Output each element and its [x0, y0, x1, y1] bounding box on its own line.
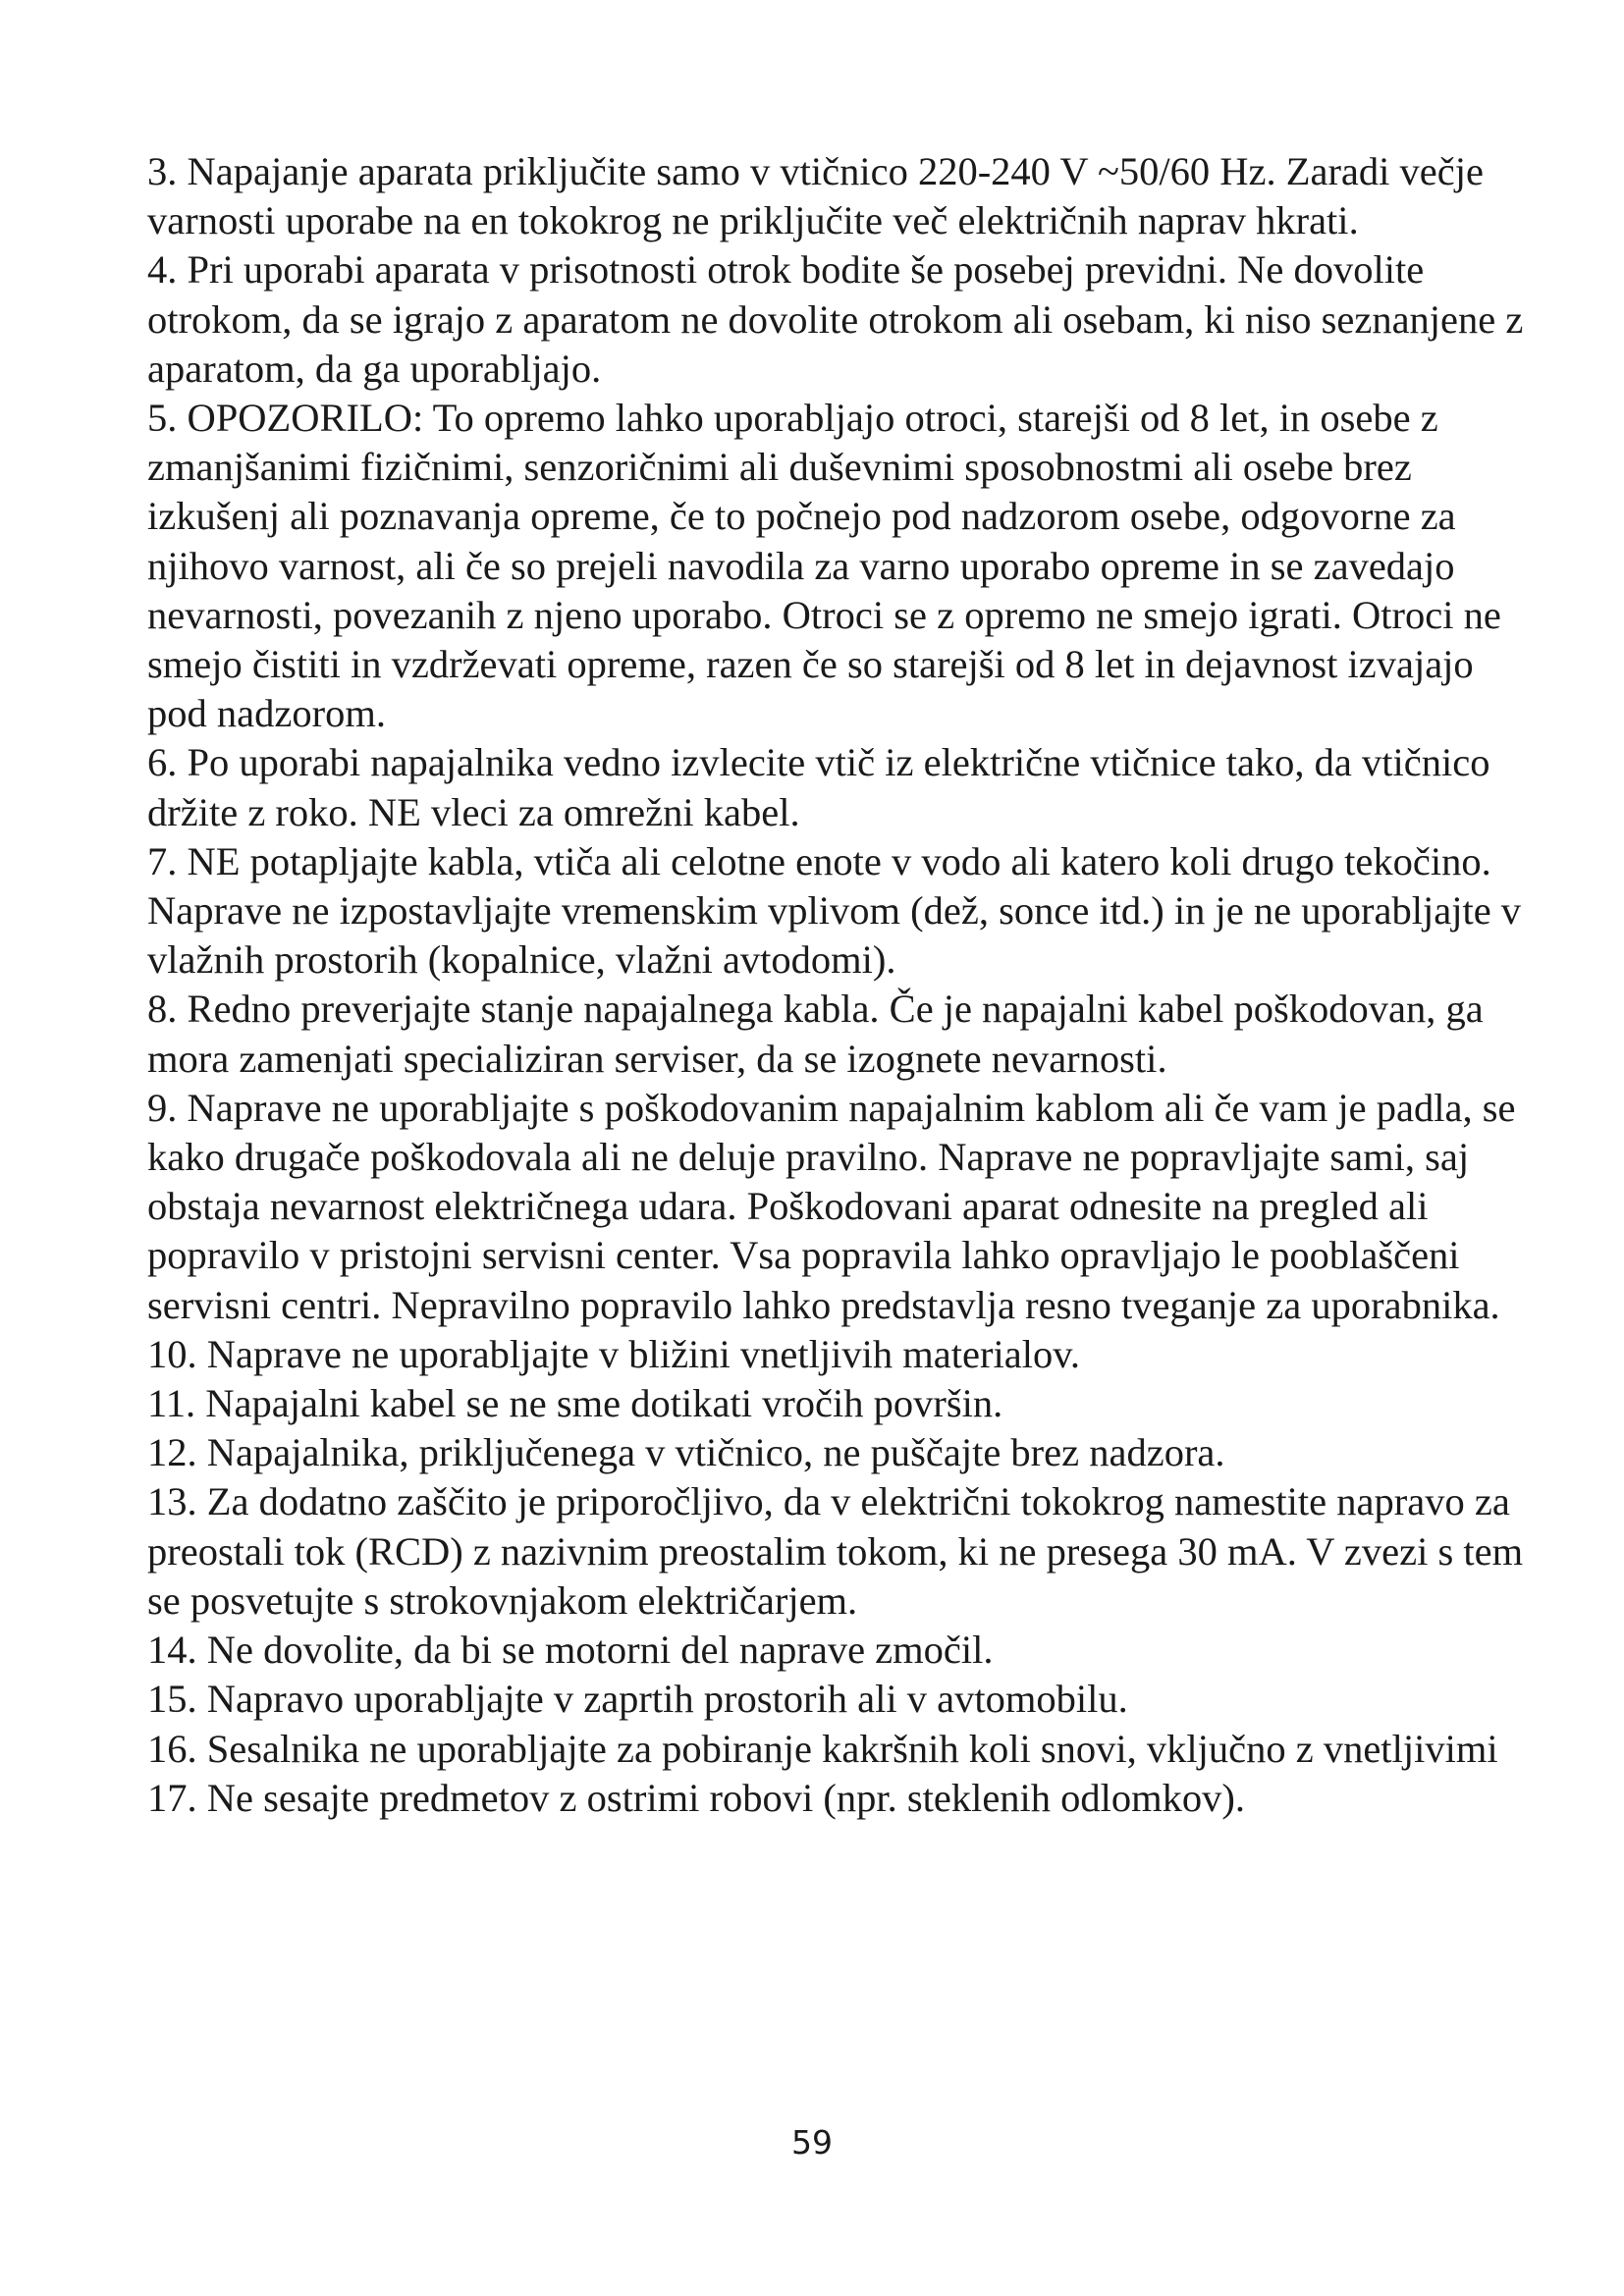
instruction-item-11: 11. Napajalni kabel se ne sme dotikati vročih površin.: [147, 1381, 1003, 1426]
instruction-item-13: 13. Za dodatno zaščito je priporočljivo, da v električni tokokrog namestite napravo za preostali tok (RCD) z nazivnim preostalim tokom, ki ne presega 30 mA. V zvezi s tem se posvetujte s strokovnjakom električarjem.: [147, 1479, 1524, 1623]
instruction-item-10: 10. Naprave ne uporabljajte v bližini vnetljivih materialov.: [147, 1331, 1080, 1376]
instruction-item-6: 6. Po uporabi napajalnika vedno izvlecite vtič iz električne vtičnice tako, da vtičnico držite z roko. NE vleci za omrežni kabel.: [147, 740, 1490, 834]
instruction-item-12: 12. Napajalnika, priključenega v vtičnico, ne puščajte brez nadzora.: [147, 1430, 1225, 1475]
instruction-item-7: 7. NE potapljajte kabla, vtiča ali celotne enote v vodo ali katero koli drugo tekočino. Naprave ne izpostavljajte vremenskim vplivom (dež, sonce itd.) in je ne uporabljajte v vlažnih prostorih (kopalnice, vlažni avtodomi).: [147, 838, 1522, 983]
instruction-item-4: 4. Pri uporabi aparata v prisotnosti otrok bodite še posebej previdni. Ne dovolite otrokom, da se igrajo z aparatom ne dovolite otrokom ali osebam, ki niso seznanjene z aparatom, da ga uporabljajo.: [147, 247, 1524, 391]
page-number: 59: [791, 2123, 833, 2162]
instruction-item-14: 14. Ne dovolite, da bi se motorni del naprave zmočil.: [147, 1628, 994, 1673]
safety-instructions-list: [147, 147, 1542, 1823]
instruction-item-3: 3. Napajanje aparata priključite samo v vtičnico 220-240 V ~50/60 Hz. Zaradi večje varnosti uporabe na en tokokrog ne priključite več električnih naprav hkrati.: [147, 149, 1484, 243]
instruction-item-8: 8. Redno preverjajte stanje napajalnega kabla. Če je napajalni kabel poškodovan, ga mora zamenjati specializiran serviser, da se izognete nevarnosti.: [147, 987, 1484, 1081]
instruction-item-15: 15. Napravo uporabljajte v zaprtih prostorih ali v avtomobilu.: [147, 1677, 1128, 1722]
instruction-item-17: 17. Ne sesajte predmetov z ostrimi robovi (npr. steklenih odlomkov).: [147, 1775, 1246, 1820]
instruction-item-9: 9. Naprave ne uporabljajte s poškodovanim napajalnim kablom ali če vam je padla, se kako drugače poškodovala ali ne deluje pravilno. Naprave ne popravljajte sami, saj obstaja nevarnost električnega udara. Poškodovani aparat odnesite na pregled ali popravilo v pristojni servisni center. Vsa popravila lahko opravljajo le pooblaščeni servisni centri. Nepravilno popravilo lahko predstavlja resno tveganje za uporabnika.: [147, 1085, 1516, 1327]
instruction-item-16: 16. Sesalnika ne uporabljajte za pobiranje kakršnih koli snovi, vključno z vnetljivimi: [147, 1726, 1498, 1771]
instruction-item-5: 5. OPOZORILO: To opremo lahko uporabljajo otroci, starejši od 8 let, in osebe z zmanjšanimi fizičnimi, senzoričnimi ali duševnimi sposobnostmi ali osebe brez izkušenj ali poznavanja opreme, če to počnejo pod nadzorom osebe, odgovorne za njihovo varnost, ali če so prejeli navodila za varno uporabo opreme in se zavedajo nevarnosti, povezanih z njeno uporabo. Otroci se z opremo ne smejo igrati. Otroci ne smejo čistiti in vzdrževati opreme, razen če so starejši od 8 let in dejavnost izvajajo pod nadzorom.: [147, 396, 1501, 736]
